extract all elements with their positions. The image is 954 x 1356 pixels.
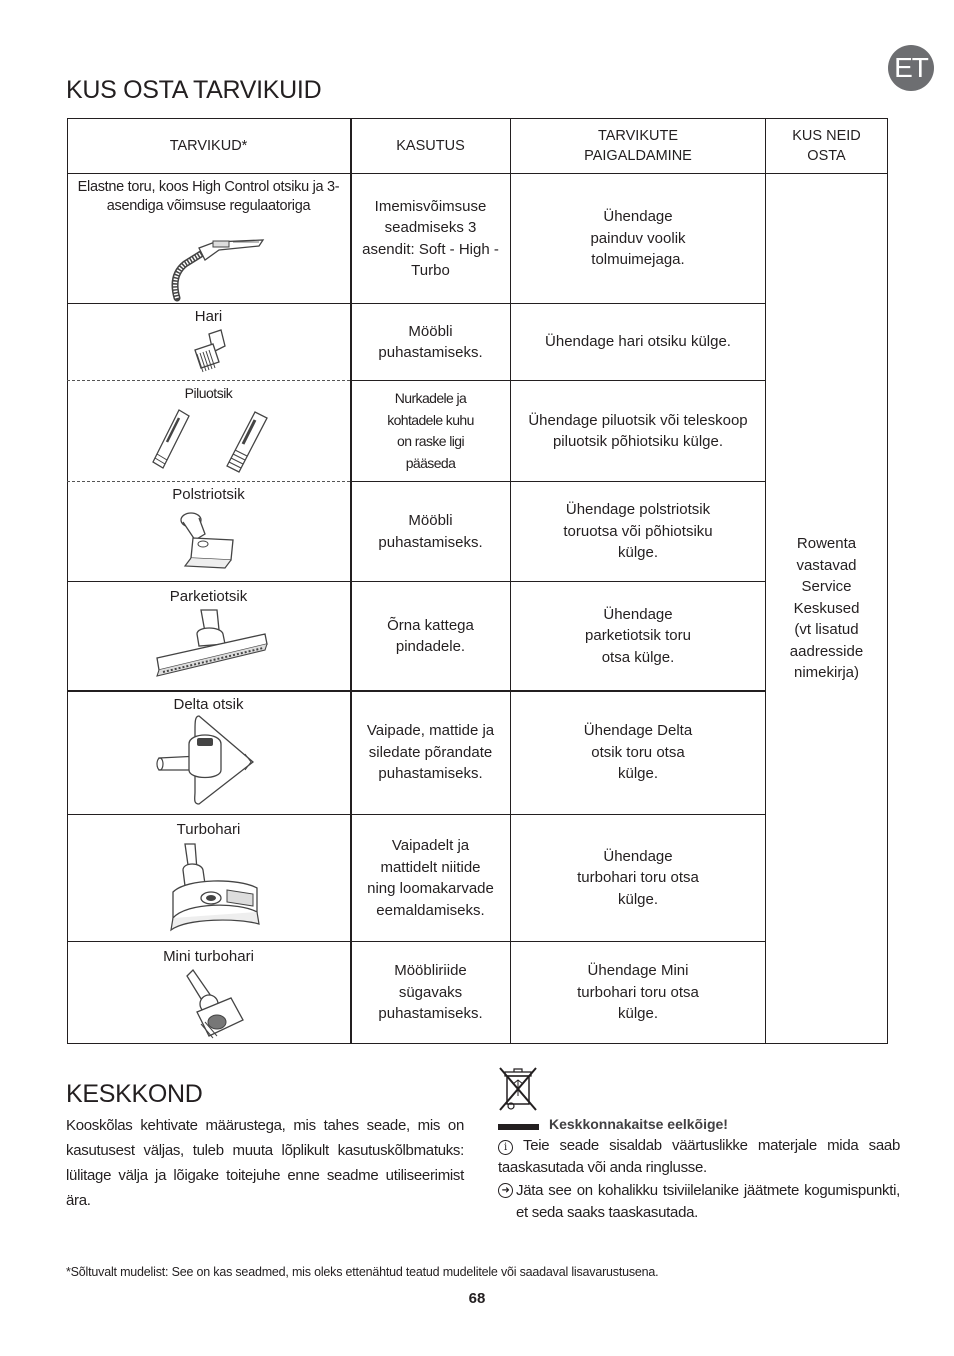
usage-delta: Vaipade, mattide ja siledate põrandate puhastamiseks.	[366, 722, 495, 783]
usage-hose: Imemisvõimsuse seadmiseks 3 asendit: Soft - High - Turbo	[362, 197, 499, 279]
header-accessories: TARVIKUD*	[169, 137, 248, 154]
environment-text: Kooskõlas kehtivate määrustega, mis tahes seade, mis on kasutusest väljas, tuleb muuta lõplikult kasutuskõlbmatuks: lülitage välja ja lõigake toitejuhe enne seadme utiliseerimist ära.	[66, 1117, 464, 1209]
eco-info-paragraph	[498, 1135, 900, 1179]
eco-info-text: Teie seade sisaldab väärtuslikke materjale mida saab taaskasutada või anda ringlusse.	[498, 1137, 900, 1176]
header-where-to-buy: KUS NEID OSTA	[792, 127, 861, 164]
eco-arrow-text: Jäta see on kohalikku tsiviilelanike jäätmete kogumispunkti, et seda saaks taaskasutada.	[516, 1182, 900, 1221]
accessory-name-crevice: Piluotsik	[184, 385, 233, 401]
arrow-right-circle-icon: ➜	[498, 1183, 513, 1198]
header-installation	[511, 118, 765, 173]
accessory-name-parquet: Parketiotsik	[169, 588, 248, 605]
info-circle-icon: i	[498, 1140, 513, 1155]
header-installation-line1: TARVIKUTE	[597, 127, 679, 144]
footnote: *Sõltuvalt mudelist: See on kas seadmed, mis oleks ettenähtud teatud mudelitele või saadaval lisavarustusena.	[66, 1265, 659, 1279]
header-installation-line2: PAIGALDAMINE	[584, 147, 692, 164]
language-badge: ET	[888, 45, 934, 91]
install-crevice: Ühendage piluotsik või teleskoop piluotsik põhiotsiku külge.	[528, 411, 748, 450]
usage-parquet: Õrna kattega pindadele.	[387, 616, 474, 655]
install-upholstery: Ühendage polstriotsik toruotsa või põhiotsiku külge.	[563, 501, 713, 562]
accessory-name-mini-turbo: Mini turbohari	[163, 948, 254, 965]
install-mini-turbo: Ühendage Mini turbohari toru otsa külge.	[577, 962, 699, 1023]
crevice-tool-icon	[145, 406, 280, 474]
accessories-table	[67, 118, 888, 1044]
usage-turbo: Vaipadelt ja mattidelt niitide ning loomakarvade eemaldamiseks.	[367, 837, 494, 919]
accessory-name-brush: Hari	[194, 308, 223, 325]
weee-bin-icon	[497, 1066, 539, 1114]
environment-title: KESKKOND	[66, 1080, 203, 1108]
where-to-buy-cell: Rowenta vastavad Service Keskused (vt lisatud aadresside nimekirja)	[789, 535, 864, 682]
accessory-name-turbo: Turbohari	[176, 821, 241, 838]
accessory-name-hose: Elastne toru, koos High Control otsiku ja 3-asendiga võimsuse regulaatoriga	[77, 179, 340, 214]
install-delta: Ühendage Delta otsik toru otsa külge.	[583, 722, 693, 783]
install-brush: Ühendage hari otsiku külge.	[545, 333, 731, 351]
page-number: 68	[468, 1290, 486, 1307]
flexible-hose-icon	[155, 236, 267, 302]
install-turbo: Ühendage turbohari toru otsa külge.	[577, 847, 699, 908]
upholstery-tool-icon	[173, 510, 243, 570]
usage-mini-turbo: Mööbliriide sügavaks puhastamiseks.	[378, 962, 483, 1023]
accessory-name-upholstery: Polstriotsik	[172, 486, 245, 503]
page-title: KUS OSTA TARVIKUID	[66, 76, 322, 104]
eco-arrow-paragraph	[498, 1180, 900, 1224]
eco-title: Keskkonnakaitse eelkõige!	[549, 1116, 728, 1132]
mini-turbo-brush-icon	[183, 968, 249, 1040]
eco-bar	[498, 1124, 539, 1130]
header-usage: KASUTUS	[396, 137, 465, 154]
install-hose: Ühendage painduv voolik tolmuimejaga.	[590, 208, 686, 269]
accessory-name-delta: Delta otsik	[173, 696, 244, 713]
usage-upholstery: Mööbli puhastamiseks.	[378, 512, 483, 551]
delta-nozzle-icon	[155, 714, 259, 808]
brush-icon	[191, 328, 227, 374]
parquet-brush-icon	[153, 608, 271, 680]
usage-crevice: Nurkadele ja kohtadele kuhu on raske ligi pääseda	[387, 390, 474, 471]
turbo-brush-icon	[167, 842, 263, 936]
usage-brush: Mööbli puhastamiseks.	[378, 322, 483, 361]
install-parquet: Ühendage parketiotsik toru otsa külge.	[585, 605, 691, 666]
